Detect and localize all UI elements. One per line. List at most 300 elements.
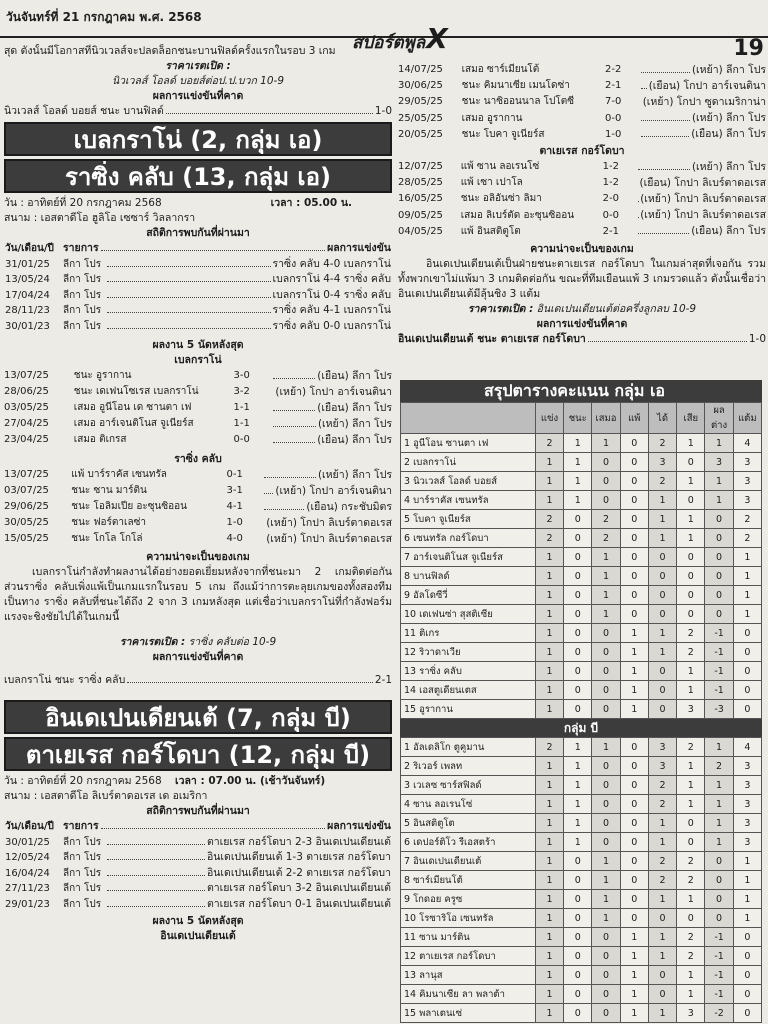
stat-cell: 1 (592, 890, 620, 909)
table-row: 16/04/24 ลีกา โปร อินเดเปนเดียนเต้ 2-2 ตาเยเรส กอร์โดบา (5, 866, 391, 879)
table-row: 14/07/25 เสมอ ซาร์เมียนโต้ 2-2 (เหย้า) ลีกา โปร (398, 63, 766, 76)
col-gd: ผลต่าง (705, 403, 733, 434)
stat-cell: 2 (535, 434, 563, 453)
table-row: 29/05/25 ชนะ นาซิออนนาล โปโตซี 7-0 (เหย้า) โกปา ซูดาเมริกาน่า (398, 96, 766, 108)
stat-cell: 0 (705, 871, 733, 890)
stat-cell: 0 (705, 548, 733, 567)
m2-h2h-table (4, 241, 392, 334)
stat-cell: -1 (705, 681, 733, 700)
m2-team-a-form (4, 368, 392, 448)
team-name: 12 ตาเยเรส กอร์โดบา (401, 947, 536, 966)
stat-cell: 1 (535, 567, 563, 586)
stat-cell: 0 (564, 643, 592, 662)
table-row (401, 472, 762, 491)
table-row (401, 434, 762, 453)
table-row (401, 776, 762, 795)
stat-cell: 1 (677, 681, 705, 700)
m3-h2h-table (4, 819, 392, 912)
col-drawn: เสมอ (592, 403, 620, 434)
stat-cell: 3 (648, 738, 676, 757)
stat-cell: 0 (677, 605, 705, 624)
stat-cell: 0 (592, 662, 620, 681)
stat-cell: 1 (677, 776, 705, 795)
m2-chance-title: ความน่าจะเป็นของเกม (146, 551, 250, 563)
stat-cell: 0 (592, 795, 620, 814)
stat-cell: 0 (648, 567, 676, 586)
col-gf: ได้ (648, 403, 676, 434)
stat-cell: 3 (677, 700, 705, 719)
stat-cell: 0 (705, 605, 733, 624)
stat-cell: 0 (733, 1004, 761, 1023)
stat-cell: 1 (620, 662, 648, 681)
stat-cell: 0 (620, 605, 648, 624)
stat-cell: 0 (677, 548, 705, 567)
stat-cell: 4 (733, 434, 761, 453)
stat-cell: 1 (677, 757, 705, 776)
stat-cell: 1 (733, 586, 761, 605)
stat-cell: 1 (648, 890, 676, 909)
table-row: 12/07/25 แพ้ ซาน ลอเรนโซ่ 1-2 (เหย้า) ลีกา โปร (398, 160, 766, 173)
stat-cell: 3 (733, 491, 761, 510)
table-row (401, 966, 762, 985)
stat-cell: 0 (733, 624, 761, 643)
stat-cell: 2 (733, 510, 761, 529)
stat-cell: 3 (733, 757, 761, 776)
team-name: 11 ซาน มาร์ติน (401, 928, 536, 947)
team-name: 2 เบลกราโน่ (401, 453, 536, 472)
team-name: 6 เซนทรัล กอร์โดบา (401, 529, 536, 548)
stat-cell: 0 (592, 1004, 620, 1023)
stat-cell: 0 (677, 491, 705, 510)
stat-cell: 1 (705, 738, 733, 757)
stat-cell: 1 (592, 852, 620, 871)
stat-cell: 0 (592, 947, 620, 966)
stat-cell: 1 (535, 586, 563, 605)
stat-cell: 1 (648, 814, 676, 833)
stat-cell: 0 (733, 947, 761, 966)
brand-x: X (426, 22, 448, 55)
table-row: 28/05/25 แพ้ เซา เปาโล 1-2 (เยือน) โกปา ลิเบร์ตาดอเรส (398, 176, 766, 189)
stat-cell: 1 (592, 548, 620, 567)
stat-cell: 0 (564, 567, 592, 586)
stat-cell: 1 (564, 738, 592, 757)
standings-table-group-b (400, 737, 762, 1023)
stat-cell: 0 (564, 928, 592, 947)
m3-team-a-form-cont (398, 62, 766, 143)
standings-group-b-title: กลุ่ม บี (400, 719, 762, 737)
stat-cell: 0 (677, 567, 705, 586)
table-row (401, 947, 762, 966)
m3-date: วัน : อาทิตย์ที่ 20 กรกฎาคม 2568 เวลา : 07.00 น. (เช้าวันจันทร์) (4, 775, 326, 787)
stat-cell: 2 (592, 529, 620, 548)
m3-team-b-name: ตาเยเรส กอร์โดบา (539, 145, 625, 158)
table-row: 12/05/24 ลีกา โปร อินเดเปนเดียนเต้ 1-3 ตาเยเรส กอร์โดบา (5, 851, 391, 864)
table-row: 15/05/25 ชนะ โกโล โกโล่ 4-0 (เหย้า) โกปา ลิเบร์ตาดอเรส (4, 532, 392, 545)
m3-price: ราคาเรตเปิด : อินเดเปนเดียนเต้ต่อครึ่งลูกลบ 10-9 (467, 303, 697, 316)
stat-cell: 2 (535, 529, 563, 548)
stat-cell: 0 (705, 586, 733, 605)
stat-cell: 2 (705, 757, 733, 776)
stat-cell: 1 (705, 795, 733, 814)
m3-venue: สนาม : เอสตาดีโอ ลิเบร์ตาดอเรส เด อเมริกา (4, 790, 208, 802)
stat-cell: 0 (648, 681, 676, 700)
stat-cell: 0 (677, 453, 705, 472)
m3-h2h-title: สถิติการพบกันที่ผ่านมา (146, 805, 250, 817)
stat-cell: 1 (535, 871, 563, 890)
m2-team-a-banner: เบลกราโน่ (2, กลุ่ม เอ) (4, 122, 392, 156)
stat-cell: 0 (677, 586, 705, 605)
team-name: 7 อาร์เจนติโนส จูเนียร์ส (401, 548, 536, 567)
stat-cell: 3 (733, 472, 761, 491)
stat-cell: 0 (564, 548, 592, 567)
stat-cell: 3 (648, 453, 676, 472)
stat-cell: 1 (535, 833, 563, 852)
stat-cell: 1 (733, 852, 761, 871)
stat-cell: 3 (733, 795, 761, 814)
stat-cell: 1 (564, 776, 592, 795)
stat-cell: 1 (648, 491, 676, 510)
table-row: 04/05/25 แพ้ อินสติตูโต 2-1 (เยือน) ลีกา โปร (398, 225, 766, 238)
m2-last5-title: ผลงาน 5 นัดหลังสุด (152, 339, 244, 351)
stat-cell: 1 (705, 776, 733, 795)
team-name: 7 อินเดเปนเดียนเต้ (401, 852, 536, 871)
table-header-row (401, 403, 762, 434)
table-row: 23/04/25 เสมอ ติเกรส 0-0 (เยือน) ลีกา โปร (4, 433, 392, 446)
team-name: 9 โกดอย ครูซ (401, 890, 536, 909)
table-row: 28/11/23 ลีกา โปร ราซิ่ง คลับ 4-1 เบลกราโน่ (5, 304, 391, 317)
table-row (401, 985, 762, 1004)
team-name: 4 บาร์ราคัส เซนทรัล (401, 491, 536, 510)
stat-cell: 1 (677, 662, 705, 681)
stat-cell: 0 (620, 434, 648, 453)
stat-cell: 1 (592, 434, 620, 453)
stat-cell: 1 (564, 453, 592, 472)
stat-cell: 1 (733, 871, 761, 890)
m2-chance-text: เบลกราโน่กำลังทำผลงานได้อย่างยอดเยี่ยมหลังจากที่ชนะมา 2 เกมติดต่อกัน ส่วนราซิ่ง คลับเพิ่งแพ้เป็นเกมแรกในรอบ 5 เกม ถึงแม้ว่าการตะลุยเกมของทั้งสองทีมเป็นทาง ราซิ่ง คลับที่ชนะได้ถึง 2 จาก 3 เกมหลังสุด แต่เชื่อว่าเบลกราโน่ที่กำลังฟอร์มแรงจะชิงชัยไปได้ในเกมนี้ (4, 566, 392, 623)
stat-cell: 0 (733, 700, 761, 719)
stat-cell: 1 (648, 510, 676, 529)
m3-team-b-form (398, 159, 766, 240)
stat-cell: 1 (677, 795, 705, 814)
stat-cell: 0 (705, 852, 733, 871)
stat-cell: 1 (677, 966, 705, 985)
stat-cell: 0 (564, 890, 592, 909)
stat-cell: -1 (705, 947, 733, 966)
stat-cell: 2 (648, 434, 676, 453)
table-row (401, 700, 762, 719)
stat-cell: 3 (677, 1004, 705, 1023)
stat-cell: 1 (620, 681, 648, 700)
team-name: 13 ลานุส (401, 966, 536, 985)
stat-cell: -2 (705, 1004, 733, 1023)
table-row (401, 757, 762, 776)
stat-cell: 0 (592, 624, 620, 643)
col-played: แข่ง (535, 403, 563, 434)
m2-pred-title: ผลการแข่งขันที่คาด (152, 651, 244, 663)
stat-cell: 0 (677, 833, 705, 852)
stat-cell: 2 (535, 738, 563, 757)
stat-cell: 2 (733, 529, 761, 548)
stat-cell: 0 (733, 966, 761, 985)
stat-cell: 0 (620, 453, 648, 472)
stat-cell: 0 (620, 472, 648, 491)
stat-cell: 0 (592, 814, 620, 833)
table-row (401, 871, 762, 890)
stat-cell: 1 (535, 472, 563, 491)
team-name: 6 เดปอร์ติโว รีเอสตร้า (401, 833, 536, 852)
table-row (401, 643, 762, 662)
stat-cell: 1 (733, 548, 761, 567)
table-row (401, 491, 762, 510)
stat-cell: 1 (620, 643, 648, 662)
standings-panel (400, 380, 762, 1023)
stat-cell: 0 (705, 529, 733, 548)
table-row (401, 586, 762, 605)
stat-cell: 0 (705, 890, 733, 909)
stat-cell: 1 (648, 624, 676, 643)
stat-cell: 1 (620, 966, 648, 985)
stat-cell: 2 (677, 643, 705, 662)
stat-cell: 0 (733, 928, 761, 947)
table-row: 27/11/23 ลีกา โปร ตาเยเรส กอร์โดบา 3-2 อินเดเปนเดียนเต้ (5, 882, 391, 895)
team-name: 15 พลาเตนเซ่ (401, 1004, 536, 1023)
stat-cell: 0 (592, 643, 620, 662)
table-row (401, 852, 762, 871)
stat-cell: 1 (677, 985, 705, 1004)
stat-cell: 2 (677, 928, 705, 947)
stat-cell: 0 (648, 909, 676, 928)
table-row (401, 510, 762, 529)
col-won: ชนะ (564, 403, 592, 434)
table-row (401, 738, 762, 757)
stat-cell: -1 (705, 985, 733, 1004)
stat-cell: 3 (705, 453, 733, 472)
stat-cell: 1 (564, 833, 592, 852)
stat-cell: 1 (535, 928, 563, 947)
stat-cell: 1 (620, 700, 648, 719)
stat-cell: 1 (535, 795, 563, 814)
stat-cell: 0 (564, 947, 592, 966)
stat-cell: 0 (648, 700, 676, 719)
stat-cell: 0 (564, 510, 592, 529)
table-row (401, 681, 762, 700)
intro-text: สุด ดังนั้นมีโอกาสที่นิวเวลส์จะปลดล็อกชนะบานฟิลด์ครั้งแรกในรอบ 3 เกม (4, 45, 336, 57)
stat-cell: 1 (705, 434, 733, 453)
stat-cell: 1 (535, 453, 563, 472)
stat-cell: 2 (648, 472, 676, 491)
m2-team-b-banner: ราซิ่ง คลับ (13, กลุ่ม เอ) (4, 159, 392, 193)
team-name: 4 ซาน ลอเรนโซ่ (401, 795, 536, 814)
stat-cell: 0 (592, 776, 620, 795)
stat-cell: -1 (705, 662, 733, 681)
stat-cell: -1 (705, 928, 733, 947)
stat-cell: 0 (677, 814, 705, 833)
stat-cell: 0 (620, 510, 648, 529)
stat-cell: 0 (564, 852, 592, 871)
stat-cell: 1 (535, 776, 563, 795)
stat-cell: 1 (535, 1004, 563, 1023)
table-row: 28/06/25 ชนะ เดเฟนโซเรส เบลกราโน่ 3-2 (เหย้า) โกปา อาร์เจนตินา (4, 385, 392, 398)
table-row (401, 795, 762, 814)
stat-cell: 1 (535, 700, 563, 719)
table-row (401, 909, 762, 928)
team-name: 15 อูรากาน (401, 700, 536, 719)
stat-cell: 0 (733, 681, 761, 700)
table-row (401, 567, 762, 586)
m2-h2h-title: สถิติการพบกันที่ผ่านมา (146, 227, 250, 239)
team-name: 8 ซาร์เมียนโต้ (401, 871, 536, 890)
table-row (401, 814, 762, 833)
team-name: 9 อัลโดซีวี่ (401, 586, 536, 605)
stat-cell: 0 (592, 928, 620, 947)
standings-table-group-a (400, 402, 762, 719)
stat-cell: 1 (733, 567, 761, 586)
stat-cell: 0 (648, 985, 676, 1004)
stat-cell: 1 (535, 852, 563, 871)
stat-cell: -3 (705, 700, 733, 719)
m1-price: นิวเวลส์ โอลด์ บอยส์ต่อป.ป.บวก 10-9 (111, 75, 285, 87)
m3-chance-title: ความน่าจะเป็นของเกม (530, 243, 634, 256)
m2-team-a-name: เบลกราโน่ (174, 354, 222, 366)
stat-cell: -1 (705, 624, 733, 643)
team-name: 1 อูนีโอน ซานตา เฟ (401, 434, 536, 453)
table-row: 31/01/25 ลีกา โปร ราซิ่ง คลับ 4-0 เบลกราโน่ (5, 257, 391, 270)
stat-cell: 0 (648, 662, 676, 681)
stat-cell: 0 (733, 662, 761, 681)
team-name: 8 บานฟิลด์ (401, 567, 536, 586)
table-row (401, 548, 762, 567)
stat-cell: 0 (620, 890, 648, 909)
stat-cell: 2 (677, 624, 705, 643)
m3-team-b-banner: ตาเยเรส กอร์โดบา (12, กลุ่ม บี) (4, 737, 392, 771)
stat-cell: 1 (592, 567, 620, 586)
stat-cell: 0 (564, 529, 592, 548)
stat-cell: 1 (535, 947, 563, 966)
table-row: 03/05/25 เสมอ อูนีโอน เด ซานตา เฟ 1-1 (เยือน) ลีกา โปร (4, 401, 392, 414)
stat-cell: 2 (648, 871, 676, 890)
stat-cell: 2 (677, 947, 705, 966)
stat-cell: 1 (592, 909, 620, 928)
stat-cell: 3 (733, 776, 761, 795)
table-row: 13/07/25 แพ้ บาร์ราคัส เซนทรัล 0-1 (เหย้า) ลีกา โปร (4, 468, 392, 481)
stat-cell: 0 (564, 586, 592, 605)
table-row: 29/01/23 ลีกา โปร ตาเยเรส กอร์โดบา 0-1 อินเดเปนเดียนเต้ (5, 897, 391, 910)
stat-cell: 0 (733, 643, 761, 662)
stat-cell: 1 (535, 890, 563, 909)
stat-cell: 0 (564, 605, 592, 624)
stat-cell: 1 (592, 871, 620, 890)
stat-cell: 1 (705, 472, 733, 491)
stat-cell: 1 (564, 434, 592, 453)
table-row: 30/05/25 ชนะ ฟอร์ตาเลซ่า 1-0 (เหย้า) โกปา ลิเบร์ตาดอเรส (4, 516, 392, 529)
stat-cell: 0 (592, 966, 620, 985)
stat-cell: 1 (535, 814, 563, 833)
stat-cell: 0 (564, 1004, 592, 1023)
team-name: 10 โรซาริโอ เซนทรัล (401, 909, 536, 928)
stat-cell: 0 (564, 966, 592, 985)
stat-cell: 1 (677, 472, 705, 491)
stat-cell: 0 (620, 852, 648, 871)
stat-cell: 1 (535, 662, 563, 681)
stat-cell: 0 (620, 757, 648, 776)
stat-cell: 1 (535, 624, 563, 643)
table-row (401, 605, 762, 624)
stat-cell: 0 (592, 453, 620, 472)
team-name: 3 เวเลซ ซาร์สฟิลด์ (401, 776, 536, 795)
stat-cell: 1 (705, 833, 733, 852)
stat-cell: 0 (620, 529, 648, 548)
stat-cell: 1 (564, 491, 592, 510)
stat-cell: 1 (733, 890, 761, 909)
team-name: 3 นิวเวลส์ โอลด์ บอยส์ (401, 472, 536, 491)
stat-cell: 0 (705, 567, 733, 586)
table-row: 25/05/25 เสมอ อูรากาน 0-0 (เหย้า) ลีกา โปร (398, 112, 766, 125)
stat-cell: 1 (535, 643, 563, 662)
stat-cell: 0 (620, 491, 648, 510)
team-name: 1 อัลเดลิโก ตูคูมาน (401, 738, 536, 757)
stat-cell: 1 (648, 1004, 676, 1023)
stat-cell: 0 (677, 909, 705, 928)
stat-cell: 0 (733, 985, 761, 1004)
stat-cell: 2 (648, 776, 676, 795)
m2-date: วัน : อาทิตย์ที่ 20 กรกฎาคม 2568 เวลา : 05.00 น. (4, 197, 352, 209)
stat-cell: 1 (648, 928, 676, 947)
m2-venue: สนาม : เอสตาดีโอ ฮูลิโอ เซซาร์ วิลลากรา (4, 212, 196, 224)
stat-cell: 1 (535, 966, 563, 985)
stat-cell: 1 (648, 947, 676, 966)
stat-cell: 0 (648, 548, 676, 567)
table-row: 09/05/25 เสมอ ลิเบร์ตัด อะซุนซิออน 0-0 (เหย้า) โกปา ลิเบร์ตาดอเรส (398, 209, 766, 222)
brand-name: สปอร์ตพูล (352, 33, 426, 53)
stat-cell: 2 (677, 871, 705, 890)
table-row (401, 662, 762, 681)
stat-cell: 0 (592, 472, 620, 491)
col-points: แต้ม (733, 403, 761, 434)
stat-cell: 2 (648, 852, 676, 871)
team-name: 5 อินสติตูโต (401, 814, 536, 833)
stat-cell: 0 (620, 795, 648, 814)
stat-cell: 0 (564, 871, 592, 890)
page-number: 19 (733, 36, 764, 61)
stat-cell: 1 (620, 1004, 648, 1023)
standings-title: สรุปตารางคะแนน กลุ่ม เอ (400, 380, 762, 402)
m1-pred-title: ผลการแข่งขันที่คาด (152, 90, 244, 102)
team-name: 14 คิมนาเซีย ลา พลาต้า (401, 985, 536, 1004)
stat-cell: 1 (592, 738, 620, 757)
m1-prediction: นิวเวลส์ โอลด์ บอยส์ ชนะ บานฟิลด์ 1-0 (4, 105, 392, 117)
stat-cell: 3 (648, 757, 676, 776)
stat-cell: -1 (705, 643, 733, 662)
stat-cell: 0 (705, 510, 733, 529)
stat-cell: 1 (705, 491, 733, 510)
table-row (401, 833, 762, 852)
stat-cell: 1 (677, 434, 705, 453)
table-row: 17/04/24 ลีกา โปร เบลกราโน่ 0-4 ราซิ่ง คลับ (5, 288, 391, 301)
stat-cell: 2 (648, 795, 676, 814)
left-column (4, 44, 392, 1024)
stat-cell: 2 (677, 852, 705, 871)
team-name: 11 ติเกร (401, 624, 536, 643)
table-header-row: วัน/เดือน/ปี รายการ ผลการแข่งขัน (5, 820, 391, 833)
stat-cell: 0 (648, 586, 676, 605)
stat-cell: 1 (648, 833, 676, 852)
m2-team-b-form (4, 467, 392, 547)
m2-team-b-name: ราซิ่ง คลับ (174, 453, 222, 465)
stat-cell: 1 (564, 795, 592, 814)
m2-price: ราคาเรตเปิด : ราซิ่ง คลับต่อ 10-9 (119, 636, 277, 648)
stat-cell: 1 (535, 605, 563, 624)
m3-team-a-banner: อินเดเปนเดียนเต้ (7, กลุ่ม บี) (4, 700, 392, 734)
